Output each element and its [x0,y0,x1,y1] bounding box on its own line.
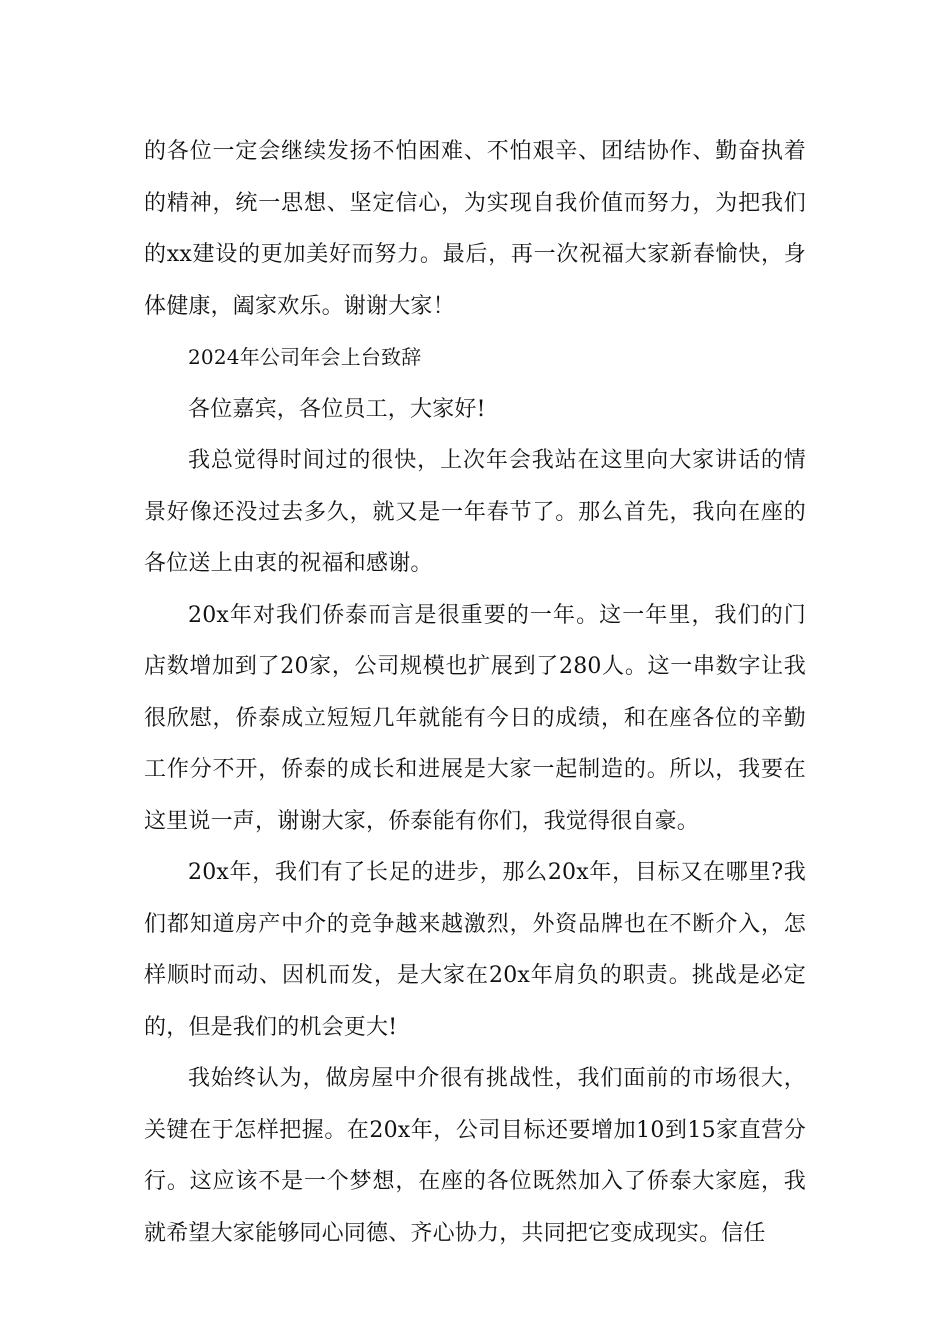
paragraph-continued: 的各位一定会继续发扬不怕困难、不怕艰辛、团结协作、勤奋执着的精神，统一思想、坚定信心，为实现自我价值而努力，为把我们的xx建设的更加美好而努力。最后，再一次祝福大家新春愉快，身体健康，阖家欢乐。谢谢大家！ [144,139,806,319]
document-page [144,126,806,1259]
body-paragraph: 20x年，我们有了长足的进步，那么20x年，目标又在哪里?我们都知道房产中介的竞争越来越激烈，外资品牌也在不断介入，怎样顺时而动、因机而发，是大家在20x年肩负的职责。挑战是必定的，但是我们的机会更大! [144,860,806,1040]
body-paragraph: 我总觉得时间过的很快，上次年会我站在这里向大家讲话的情景好像还没过去多久，就又是一年春节了。那么首先，我向在座的各位送上由衷的祝福和感谢。 [144,448,806,576]
greeting-paragraph: 各位嘉宾，各位员工，大家好! [188,396,486,422]
speech-title: 2024年公司年会上台致辞 [188,345,422,369]
body-paragraph: 我始终认为，做房屋中介很有挑战性，我们面前的市场很大，关键在于怎样把握。在20x年，公司目标还要增加10到15家直营分行。这应该不是一个梦想，在座的各位既然加入了侨泰大家庭，我就希望大家能够同心同德、齐心协力，共同把它变成现实。信任 [144,1066,806,1246]
body-paragraph: 20x年对我们侨泰而言是很重要的一年。这一年里，我们的门店数增加到了20家，公司规模也扩展到了280人。这一串数字让我很欣慰，侨泰成立短短几年就能有今日的成绩，和在座各位的辛勤工作分不开，侨泰的成长和进展是大家一起制造的。所以，我要在这里说一声，谢谢大家，侨泰能有你们，我觉得很自豪。 [144,602,806,834]
